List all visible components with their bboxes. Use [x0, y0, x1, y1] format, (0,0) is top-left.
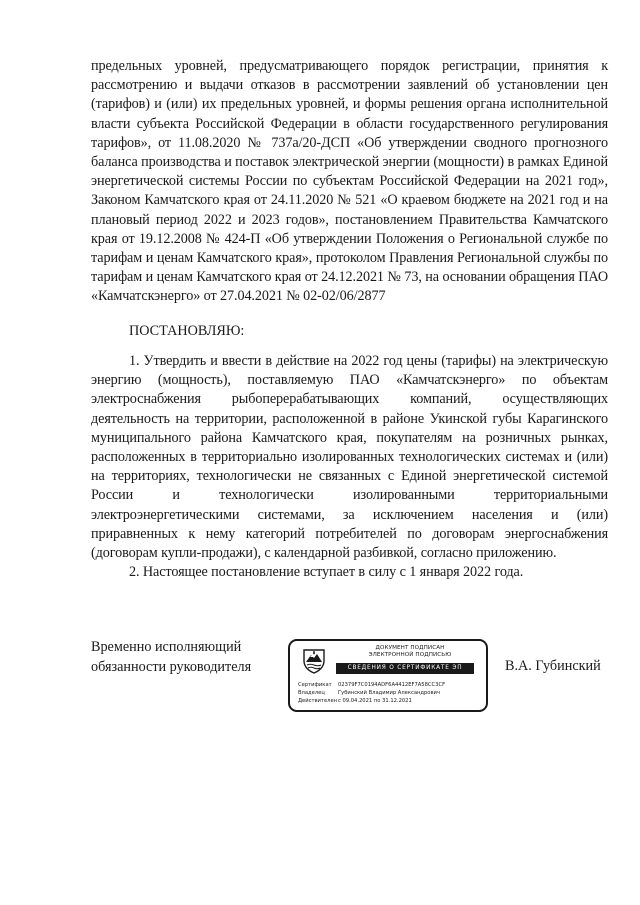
stamp-details	[298, 681, 484, 705]
signatory-position-line-1: Временно исполняющий	[91, 639, 242, 655]
stamp-header-line-2: ЭЛЕКТРОННОЙ ПОДПИСЬЮ	[368, 652, 452, 658]
stamp-certificate-bar: СВЕДЕНИЯ О СЕРТИФИКАТЕ ЭП	[336, 663, 474, 674]
intro-paragraph: предельных уровней, предусматривающего порядок регистрации, принятия к рассмотрению и выдачи отказов в рассмотрении заявлений об установлении цен (тарифов) и (или) их предельных уровней, и формы решения органа исполнительной власти субъекта Российской Федерации в области государственного регулирования тарифов», от 11.08.2020 № 737а/20-ДСП «Об утверждении сводного прогнозного баланса производства и поставок электрической энергии (мощности) в рамках Единой энергетической системы России по субъектам Российской Федерации на 2021 год», Законом Камчатского края от 24.11.2020 № 521 «О краевом бюджете на 2021 год и на плановый период 2022 и 2023 годов», постановлением Правительства Камчатского края от 19.12.2008 № 424-П «Об утверждении Положения о Региональной службе по тарифам и ценам Камчатского края», протоколом Правления Региональной службы по тарифам и ценам Камчатского края от 24.12.2021 № 73, на основании обращения ПАО «Камчатскэнерго» от 27.04.2021 № 02-02/06/2877	[91, 58, 608, 305]
stamp-header	[335, 645, 485, 659]
stamp-row-key: Владелец	[298, 690, 325, 696]
signatory-position-line-2: обязанности руководителя	[91, 658, 252, 675]
kamchatka-coat-of-arms-icon	[302, 648, 326, 674]
stamp-row-value: с 09.04.2021 по 31.12.2021	[338, 698, 412, 704]
signatory-position	[91, 638, 281, 677]
stamp-row-value: 02379F7C0194ADF6A4412EF7A58CC3CF	[338, 682, 446, 688]
resolution-heading: ПОСТАНОВЛЯЮ:	[129, 323, 245, 339]
stamp-row-key: Сертификат	[298, 682, 332, 688]
signer-name: В.А. Губинский	[505, 658, 601, 674]
stamp-row-value: Губинский Владимир Александрович	[338, 690, 440, 696]
stamp-row-certificate	[298, 681, 484, 689]
stamp-row-owner	[298, 689, 484, 697]
electronic-signature-stamp	[288, 639, 488, 712]
clause-2: 2. Настоящее постановление вступает в силу с 1 января 2022 года.	[129, 564, 524, 580]
stamp-row-validity	[298, 697, 484, 705]
stamp-row-key: Действителен	[298, 698, 338, 704]
stamp-header-line-1: ДОКУМЕНТ ПОДПИСАН	[375, 645, 445, 651]
clause-1: 1. Утвердить и ввести в действие на 2022 год цены (тарифы) на электрическую энергию (мощность), поставляемую ПАО «Камчатскэнерго» по объектам электроснабжения рыбоперерабатывающих компаний, осуществляющих деятельность на территории, расположенной в районе Укинской губы Карагинского муниципального района Камчатского края, покупателям на розничных рынках, расположенных в территориально изолированных технологических системах и (или) на территориях, технологически не связанных с Единой энергетической системой России и технологически изолированными территориальными электроэнергетическими системами, за исключением населения и (или) приравненных к нему категорий потребителей по договорам энергоснабжения (договорам купли-продажи), с календарной разбивкой, согласно приложению.	[91, 353, 608, 562]
